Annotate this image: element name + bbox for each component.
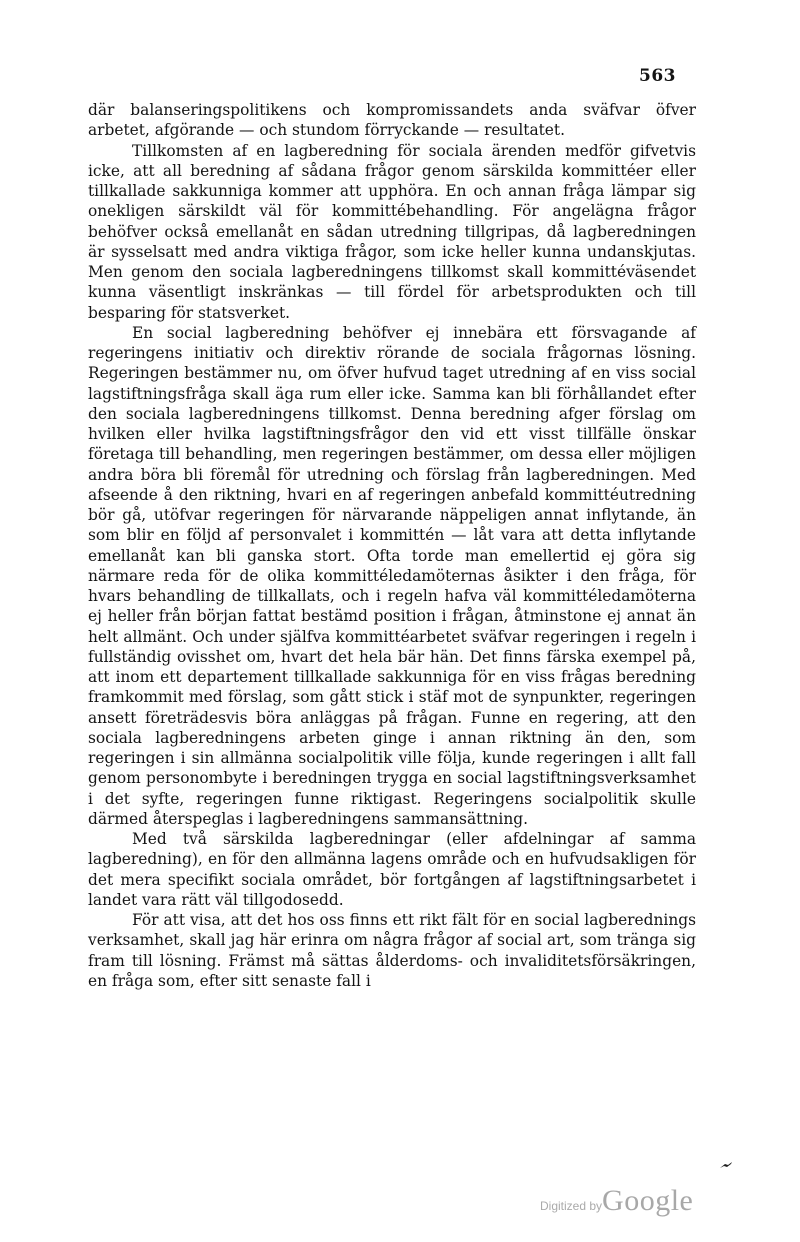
page-number: 563: [639, 66, 676, 86]
digitized-watermark: [540, 1184, 693, 1218]
paragraph: För att visa, att det hos oss finns ett rikt fält för en social lagberednings verksamhet, skall jag här erinra om några frågor af social art, som tränga sig fram till lösning. Främst må sättas ålderdoms- och invaliditetsförsäkringen, en fråga som, efter sitt senaste fall i: [88, 911, 696, 990]
paragraph: En social lagberedning behöfver ej innebära ett försvagande af regeringens initiativ och direktiv rörande de sociala frågornas lösning. Regeringen bestämmer nu, om öfver hufvud taget utredning af en viss social lagstiftningsfråga skall äga rum eller icke. Samma kan bli förhållandet efter den sociala lagberedningens tillkomst. Denna beredning afger förslag om hvilken eller hvilka lagstiftningsfrågor den vid ett visst tillfälle önskar företaga till behandling, men regeringen bestämmer, om dessa eller möjligen andra böra bli föremål för utredning och förslag från lagberedningen. Med afseende å den riktning, hvari en af regeringen anbefald kommittéutredning bör gå, utöfvar regeringen för närvarande näppeligen annat inflytande, än som blir en följd af personvalet i kommittén — låt vara att detta inflytande emellanåt kan bli ganska stort. Ofta torde man emellertid ej göra sig närmare reda för de olika kommittéledamöternas åsikter i den fråga, för hvars behandling de tillkallats, och i regeln hafva väl kommittéledamöterna ej heller från början fattat bestämd position i frågan, åtminstone ej annat än helt allmänt. Och under själfva kommittéarbetet sväfvar regeringen i regeln i fullständig ovisshet om, hvart det hela bär hän. Det finns färska exempel på, att inom ett departement tillkallade sakkunniga för en viss frågas beredning framkommit med förslag, som gått stick i stäf mot de synpunkter, regeringen ansett företrädesvis böra anläggas på frågan. Funne en regering, att den sociala lagberedningens arbeten ginge i annan riktning än den, som regeringen i sin allmänna socialpolitik ville följa, kunde regeringen i allt fall genom personombyte i beredningen trygga en social lagstiftningsverksamhet i det syfte, regeringen funne riktigast. Regeringens socialpolitik skulle därmed återspeglas i lagberedningens sammansättning.: [88, 323, 696, 828]
watermark-prefix: Digitized by: [540, 1199, 603, 1213]
paragraph: Tillkomsten af en lagberedning för sociala ärenden medför gifvetvis icke, att all beredning af sådana frågor genom särskilda kommittéer eller tillkallade sakkunniga kommer att upphöra. En och annan fråga lämpar sig onekligen särskildt väl för kommittébehandling. För angelägna frågor behöfver också emellanåt en sådan utredning tillgripas, då lagberedningen är sysselsatt med andra viktiga frågor, som icke heller kunna undanskjutas. Men genom den sociala lagberedningens tillkomst skall kommittéväsendet kunna väsentligt inskränkas — till fördel för arbetsprodukten och till besparing för statsverket.: [88, 141, 696, 322]
paragraph: Med två särskilda lagberedningar (eller afdelningar af samma lagberedning), en för den allmänna lagens område och en hufvudsakligen för det mera specifikt sociala området, bör fortgången af lagstiftningsarbetet i landet vara rätt väl tillgodosedd.: [88, 830, 696, 909]
paragraph: där balanseringspolitikens och kompromissandets anda sväfvar öfver arbetet, afgörande — och stundom förryckande — resultatet.: [88, 101, 696, 140]
page-body: [88, 100, 696, 991]
google-logo: Google: [602, 1184, 694, 1217]
ink-blot-mark: [719, 1161, 733, 1169]
